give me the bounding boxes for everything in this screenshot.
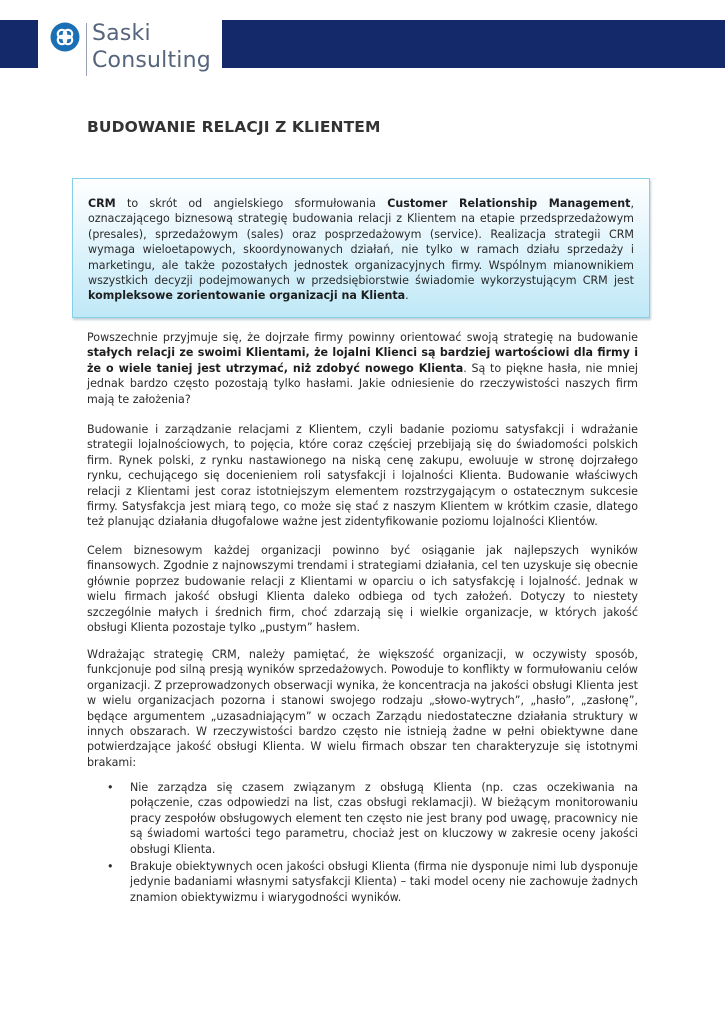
list-item-text: Nie zarządza się czasem związanym z obsługą Klienta (np. czas oczekiwania na połączenie, czas odpowiedzi na list, czas obsługi reklamacji). W bieżącym monitorowaniu pracy zespołów obsługowych element ten często nie jest brany pod uwagę, pracownicy nie są świadomi wartości tego parametru, chociaż jest on kluczowy w zakresie oceny jakości obsługi Klienta.: [130, 781, 638, 856]
list-item: [87, 780, 638, 857]
issues-list: [87, 780, 638, 907]
list-item-text: Brakuje obiektywnych ocen jakości obsługi Klienta (firma nie dysponuje nimi lub dysponuje jedynie badaniami własnymi satysfakcji Klienta) – taki model oceny nie zachowuje żadnych znamion obiektywizmu i wiarygodności wyników.: [130, 860, 638, 904]
callout-text: .: [405, 289, 409, 303]
paragraph-4: Wdrażając strategię CRM, należy pamiętać, że większość organizacji, w oczywisty sposób, funkcjonuje pod silną presją wyników sprzedażowych. Powoduje to konflikty w formułowaniu celów organizacji. Z przeprowadzonych obserwacji wynika, że koncentracja na jakości obsługi Klienta jest w wielu organizacjach pozorna i stanowi swojego rodzaju „słowo-wytrych”, „hasło”, „zasłonę”, będące argumentem „uzasadniającym” w oczach Zarządu niedostateczne działania struktury w innych obszarach. W rzeczywistości bardzo często nie istnieją żadne w pełni obiektywne dane potwierdzające jakość obsługi Klienta. W wielu firmach obszar ten charakteryzuje się istotnymi brakami:: [87, 648, 638, 769]
paragraph-text: Powszechnie przyjmuje się, że dojrzałe firmy powinny orientować swoją strategię na budowanie: [87, 331, 638, 344]
callout-text: , oznaczającego biznesową strategię budowania relacji z Klientem na etapie przedsprzedażowym (presales), sprzedażowym (sales) oraz posprzedażowym (service). Realizacja strategii CRM wymaga wieloetapowych, skoordynowanych działań, nie tylko w ramach działu sprzedaży i marketingu, ale także pozostałych jednostek organizacyjnych firmy. Wspólnym mianownikiem wszystkich decyzji podejmowanych w przedsiębiorstwie świadomie wykorzystującym CRM jest: [88, 197, 635, 288]
callout-emphasis: kompleksowe zorientowanie organizacji na Klienta: [88, 289, 406, 303]
header-band-right: [222, 20, 725, 68]
paragraph-1: [87, 330, 638, 407]
crm-definition-callout: [72, 178, 650, 318]
callout-term-crm: CRM: [88, 197, 116, 210]
paragraph-emphasis: stałych relacji ze swoimi Klientami, że lojalni Klienci są bardziej wartościowi dla firmy i że o wiele taniej jest utrzymać, niż zdobyć nowego Klienta: [87, 346, 638, 375]
callout-term-full: Customer Relationship Management: [387, 197, 631, 210]
document-title: BUDOWANIE RELACJI Z KLIENTEM: [87, 118, 381, 136]
company-logo-text: [92, 20, 211, 74]
logo-divider: [86, 23, 87, 76]
header-band-left: [0, 20, 38, 68]
bullet-icon: •: [107, 860, 114, 874]
logo-line-2: Consulting: [92, 48, 211, 73]
bullet-icon: •: [107, 781, 114, 794]
saski-logo-icon: [50, 22, 80, 52]
list-item: [87, 859, 638, 905]
logo-line-1: Saski: [92, 21, 151, 46]
callout-text: to skrót od angielskiego sformułowania: [115, 197, 388, 210]
paragraph-text: . Są to piękne hasła, nie mniej jednak bardzo często pozostają tylko hasłami. Jakie odniesienie do rzeczywistości naszych firm mają te założenia?: [87, 361, 638, 406]
paragraph-2: Budowanie i zarządzanie relacjami z Klientem, czyli badanie poziomu satysfakcji i wdrażanie strategii lojalnościowych, to pojęcia, które coraz częściej przebijają się do świadomości polskich firm. Rynek polski, z rynku nastawionego na niską cenę zakupu, ewoluuje w stronę dojrzałego rynku, cechującego się docenieniem roli satysfakcji i lojalności Klienta. Budowanie właściwych relacji z Klientami jest coraz istotniejszym elementem rozstrzygającym o ostatecznym sukcesie firmy. Satysfakcja jest miarą tego, co może się stać z naszym Klientem w krótkim czasie, dlatego też planując działania długofalowe ważne jest zidentyfikowanie poziomu lojalności Klientów.: [87, 423, 638, 529]
paragraph-3: Celem biznesowym każdej organizacji powinno być osiąganie jak najlepszych wyników finansowych. Zgodnie z najnowszymi trendami i strategiami działania, cel ten uzyskuje się obecnie głównie poprzez budowanie relacji z Klientami w oparciu o ich satysfakcję i lojalność. Jednak w wielu firmach jakość obsługi Klienta daleko odbiega od tych założeń. Dotyczy to niestety szczególnie małych i średnich firm, choć zdarzają się i wielkie organizacje, w których jakość obsługi Klienta pozostaje tylko „pustym” hasłem.: [87, 544, 638, 635]
